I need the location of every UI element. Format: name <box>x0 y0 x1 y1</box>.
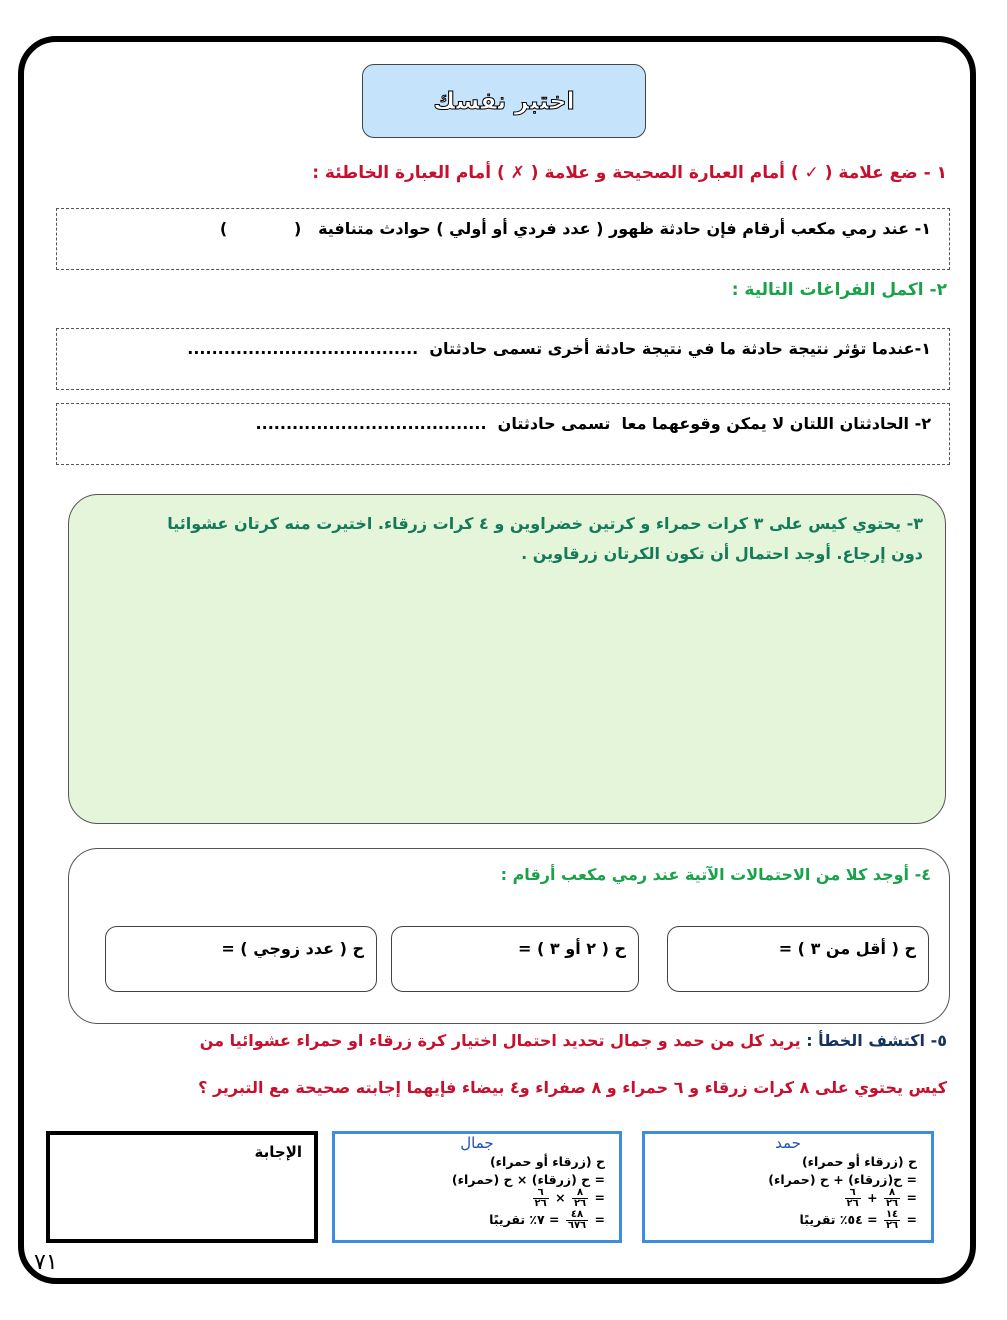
answer-box[interactable] <box>46 1131 318 1243</box>
q4-label-1: ح ( أقل من ٣ ) = <box>778 939 916 958</box>
q4-answer-2-or-3[interactable] <box>391 926 639 992</box>
solution-jamal-line-2: = ح (زرقاء) × ح (حمراء) <box>451 1172 605 1187</box>
q4-answer-even[interactable] <box>105 926 377 992</box>
answer-label: الإجابة <box>254 1143 302 1161</box>
page-number: ٧١ <box>34 1250 58 1275</box>
q3-text: ٣- يحتوي كيس على ٣ كرات حمراء و كرتين خضراوين و ٤ كرات زرقاء. اختيرت منه كرتان عشوائيا دون إرجاع. أوجد احتمال أن تكون الكرتان زرقاوين . <box>167 514 923 563</box>
solution-hamad-line-1: ح (زرقاء أو حمراء) <box>801 1154 917 1169</box>
q5-line-2: كيس يحتوي على ٨ كرات زرقاء و ٦ حمراء و ٨ صفراء و٤ بيضاء فإيهما إجابته صحيحة مع التبرير ؟ <box>198 1078 947 1097</box>
q4-label-3: ح ( عدد زوجي ) = <box>221 939 364 958</box>
q2-item-2[interactable]: ٢- الحادثتان اللتان لا يمكن وقوعهما معا تسمى حادثتان ...................................... <box>255 414 931 433</box>
solution-hamad-line-4: = $\frac{١٤}{٢٦}$ = ٥٤٪ تقريبًا <box>799 1209 917 1231</box>
q2-item-box-1 <box>56 328 950 390</box>
solution-jamal <box>332 1131 622 1243</box>
q2-item-box-2 <box>56 403 950 465</box>
page-title: اختبر نفسك <box>433 87 575 115</box>
solution-hamad-name: حمد <box>775 1134 801 1152</box>
solution-hamad-line-2: = ح(زرقاء) + ح (حمراء) <box>768 1172 917 1187</box>
q1-item-box <box>56 208 950 270</box>
q3-box[interactable] <box>68 494 946 824</box>
q1-heading: ١ - ضع علامة ( ✓ ) أمام العبارة الصحيحة و علامة ( ✗ ) أمام العبارة الخاطئة : <box>312 163 947 183</box>
q5-line-1 <box>200 1031 947 1050</box>
q4-answer-less-than-3[interactable] <box>667 926 929 992</box>
solution-hamad-line-3: = $\frac{٨}{٢٦}$ + $\frac{٦}{٢٦}$ <box>846 1187 917 1209</box>
solution-jamal-line-4: = $\frac{٤٨}{٦٧٦}$ = ٧٪ تقريبًا <box>489 1209 605 1231</box>
q2-item-1[interactable]: ١-عندما تؤثر نتيجة حادثة ما في نتيجة حادثة أخرى تسمى حادثتان ...................................... <box>187 339 931 358</box>
solution-jamal-name: جمال <box>460 1134 494 1152</box>
q2-heading: ٢- اكمل الفراغات التالية : <box>731 280 947 300</box>
q4-label-2: ح ( ٢ أو ٣ ) = <box>518 939 626 958</box>
q4-heading: ٤- أوجد كلا من الاحتمالات الآتية عند رمي مكعب أرقام : <box>500 865 931 884</box>
q4-box <box>68 848 950 1024</box>
solution-hamad <box>642 1131 934 1243</box>
solution-jamal-line-1: ح (زرقاء أو حمراء) <box>489 1154 605 1169</box>
solution-jamal-line-3: = $\frac{٨}{٢٦}$ × $\frac{٦}{٢٦}$ <box>534 1187 605 1209</box>
q5-label: ٥- اكتشف الخطأ : <box>806 1031 947 1050</box>
q5-text-1: يريد كل من حمد و جمال تحديد احتمال اختيار كرة زرقاء او حمراء عشوائيا من <box>199 1031 801 1050</box>
q1-item-1[interactable]: ١- عند رمي مكعب أرقام فإن حادثة ظهور ( عدد فردي أو أولي ) حوادث متنافية ( ) <box>219 219 931 238</box>
title-box <box>362 64 646 138</box>
